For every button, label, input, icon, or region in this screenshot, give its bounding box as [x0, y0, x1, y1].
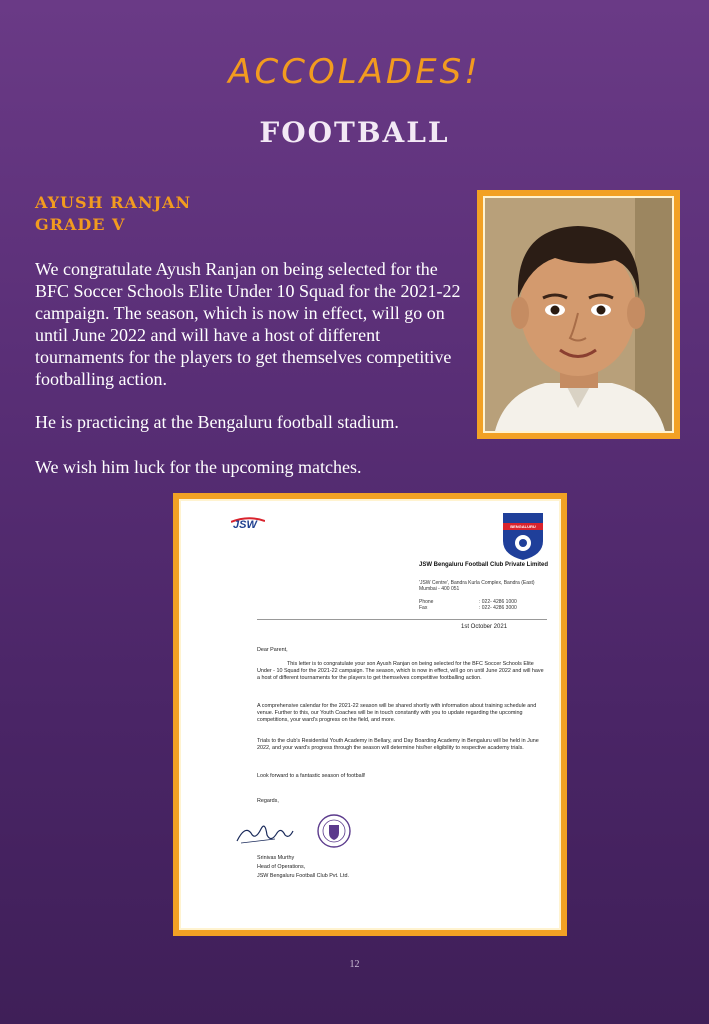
signature-icon — [235, 819, 295, 847]
jsw-logo: JSW — [233, 519, 257, 531]
org-name: JSW Bengaluru Football Club Private Limited — [419, 562, 549, 568]
phone-label: Phone — [419, 599, 434, 605]
fax-label: Fax — [419, 605, 428, 611]
letter-paragraph: Look forward to a fantastic season of football! — [257, 773, 366, 779]
wishes-paragraph: We wish him luck for the upcoming matches. — [35, 457, 362, 477]
letter-paragraph: This letter is to congratulate your son Ayush Ranjan on being selected for the BFC Soccer Schools Elite Under - 10 Squad for the 2021-22 campaign. The season, which is now in effect, will go on until June 2022 and will have a host of different tournaments for the players to get themselves competitive footballing action. — [257, 661, 544, 681]
signatory-org: JSW Bengaluru Football Club Pvt. Ltd. — [257, 873, 349, 879]
student-photo-frame — [477, 190, 680, 439]
letter-date: 1st October 2021 — [461, 624, 508, 630]
contact-block — [419, 599, 549, 611]
page-number: 12 — [349, 959, 360, 970]
section-heading: FOOTBALL — [259, 116, 450, 149]
fax-value: : 022- 4286 3000 — [479, 605, 517, 611]
signatory-title: Head of Operations, — [257, 864, 306, 870]
student-name: AYUSH RANJAN — [35, 193, 192, 212]
org-address: 'JSW Centre', Bandra Kurla Complex, Bandra (East) Mumbai - 400 051 — [419, 580, 535, 592]
practice-paragraph: He is practicing at the Bengaluru football stadium. — [35, 412, 399, 432]
student-portrait-icon — [485, 198, 672, 431]
header-divider — [257, 619, 547, 620]
crest-label: BENGALURU — [510, 524, 536, 529]
student-grade: GRADE V — [35, 215, 126, 234]
club-seal-icon — [316, 813, 352, 849]
letter-frame — [173, 493, 567, 936]
page-title: ACCOLADES! — [228, 52, 481, 92]
bengaluru-crest-icon — [501, 511, 545, 561]
letter-paragraph: Trials to the club's Residential Youth Academy in Bellary, and Day Boarding Academy in Bengaluru will be held in June 2022, and your ward's progress through the season will determine his/her eligibility to respective academy trials. — [257, 738, 539, 751]
signatory-name: Srinivas Murthy — [257, 855, 295, 861]
letter-salutation: Dear Parent, — [257, 647, 288, 653]
phone-value: : 022- 4286 1000 — [479, 599, 517, 605]
letter-closing: Regards, — [257, 798, 279, 804]
letter-paragraph: A comprehensive calendar for the 2021-22 season will be shared shortly with information about training schedule and venue. Further to this, our Youth Coaches will be in touch constantly with you to update regarding the upcoming competitions, your ward's progress on the field, and more. — [257, 703, 537, 723]
student-photo — [483, 196, 674, 433]
selection-letter — [179, 499, 561, 930]
congratulation-paragraph: We congratulate Ayush Ranjan on being selected for the BFC Soccer Schools Elite Under 10 Squad for the 2021-22 campaign. The season, which is now in effect, will go on until June 2022 and will have a host of different tournaments for the players to get themselves competitive footballing action. — [35, 259, 461, 389]
